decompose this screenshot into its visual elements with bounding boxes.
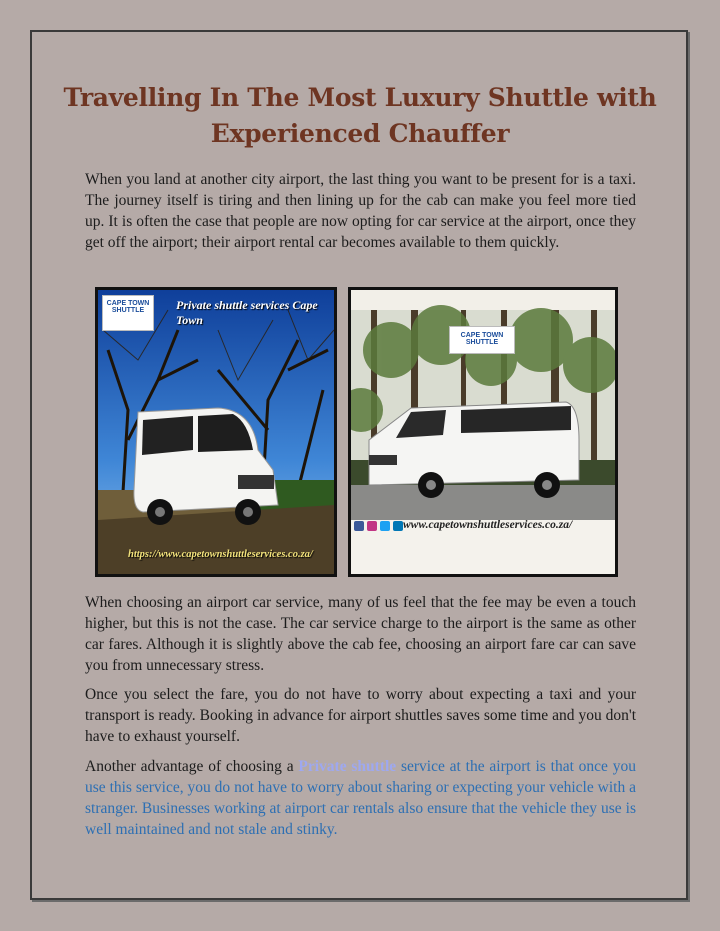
advantage-rest-text: service at the airport is that once you use this service, you do not have to worry about sharing or expecting your vehicle with a stranger. Businesses working at airport car rentals also ensure that the vehicle they use is well maintained and not stale and stinky.: [85, 758, 636, 838]
facebook-icon: [354, 521, 364, 531]
paragraph-intro: When you land at another city airport, the last thing you want to be present for is a taxi. The journey itself is tiring and then lining up for the cab can make you feel more tied up. It is often the case that people are now opting for car service at the airport, once they get off the airport; their airport rental car becomes available to them quickly.: [85, 171, 636, 251]
van-illustration-left: [98, 290, 334, 574]
shuttle-photo-right: [348, 287, 618, 577]
social-icons: [354, 521, 403, 531]
website-url-left: https://www.capetownshuttleservices.co.za/: [128, 549, 313, 560]
linkedin-icon: [393, 521, 403, 531]
paragraph-booking: Once you select the fare, you do not have to worry about expecting a taxi and your transport is ready. Booking in advance for airport shuttles saves some time and you don't have to exhaust yourself.: [85, 686, 636, 745]
paragraph-advantage: [85, 756, 636, 840]
banner-text-left: Private shuttle services Cape Town: [176, 298, 318, 327]
page-title: Travelling In The Most Luxury Shuttle with Experienced Chauffer: [63, 83, 657, 148]
twitter-icon: [380, 521, 390, 531]
logo-left: CAPE TOWN SHUTTLE: [102, 295, 154, 331]
logo-right: CAPE TOWN SHUTTLE: [449, 326, 515, 354]
shuttle-photo-left: [95, 287, 337, 577]
website-url-right: www.capetownshuttleservices.co.za/: [403, 519, 573, 531]
advantage-lead-text: Another advantage of choosing a: [85, 758, 299, 775]
paragraph-fee: When choosing an airport car service, many of us feel that the fee may be even a touch higher, but this is not the case. The car service charge to the airport is the same as other car fares. Although it is slightly above the cab fee, choosing an airport fare car can save you from unnecessary stress.: [85, 594, 636, 674]
private-shuttle-link[interactable]: Private shuttle: [298, 758, 401, 775]
instagram-icon: [367, 521, 377, 531]
